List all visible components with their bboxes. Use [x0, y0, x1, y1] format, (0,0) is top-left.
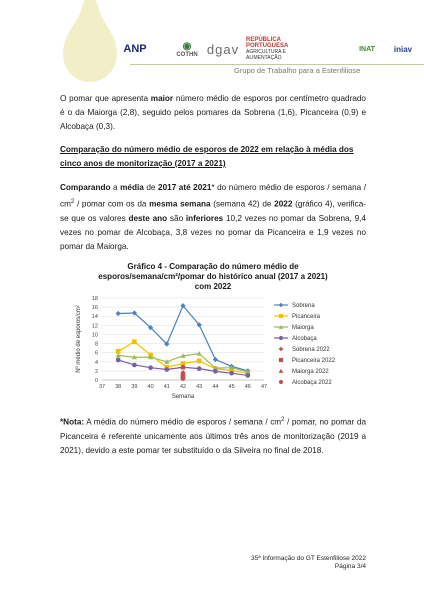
legend-label: Maiorga — [292, 325, 314, 331]
legend-label: Picanceira 2022 — [292, 358, 336, 364]
y-tick-label: 16 — [91, 305, 98, 312]
legend-marker — [279, 369, 284, 373]
legend-label: Picanceira — [292, 314, 321, 320]
x-tick-label: 38 — [115, 384, 122, 390]
y-tick-label: 18 — [91, 296, 98, 302]
section-heading: Comparação do número médio de esporos de 2022 em relação à média dos cinco anos de monitorização (2017 a 2021) — [60, 145, 354, 168]
data-point-picanceira — [132, 339, 137, 344]
x-tick-label: 45 — [228, 384, 235, 390]
x-tick-label: 47 — [260, 384, 268, 390]
data-point-alcobaça — [245, 373, 250, 378]
y-tick-label: 2 — [94, 368, 98, 375]
y-tick-label: 12 — [91, 323, 98, 330]
x-tick-label: 41 — [163, 384, 170, 390]
legend-label: Sobrena — [292, 303, 315, 309]
y-tick-label: 8 — [94, 341, 98, 348]
footer-info: 35ª Informação do GT Estenfiliose 2022 — [250, 555, 366, 562]
data-point-alcobaça — [116, 358, 121, 363]
data-point-alcobaça — [132, 363, 137, 368]
inat-logo: INAT — [359, 45, 375, 53]
paragraph-note: *Nota: A média do número médio de esporos / semana / $cm^2$ / pomar, no pomar da Picanceira é referente unicamente aos últimos três anos de monitorização (2019 a 2021), devido a este pomar ter substituído o da Silveira no final de 2018. — [60, 417, 366, 455]
page-footer — [251, 555, 366, 571]
x-axis-label: Semana — [171, 394, 195, 400]
data-point-alcobaça — [229, 371, 234, 376]
x-tick-label: 39 — [131, 384, 138, 390]
footer-page-number: Página 3/4 — [334, 563, 366, 570]
x-tick-label: 40 — [147, 384, 154, 390]
paragraph-comparison: Comparando a média de 2017 até 2021* do número médio de esporos / semana / $cm^2$ / pomar com os da mesma semana (semana 42) de 2022 (gráfico 4), verifica-se que os valores deste ano são inferiores 10,2 vezes no pomar da Sobrena, 9,4 vezes no pomar de Alcobaça, 3,8 vezes no pomar da Picanceira e 1,9 vezes no pomar da Maiorga. — [60, 183, 367, 251]
legend-label: Maiorga 2022 — [292, 369, 329, 375]
chart-title: Gráfico 4 - Comparação do número médio de esporos/semana/cm²/pomar do histórico anual (2017 a 2021) com 2022 — [98, 262, 328, 291]
republica-portuguesa-logo: REPÚBLICA PORTUGUESA AGRICULTURA E ALIMENTAÇÃO — [246, 37, 289, 61]
x-tick-label: 37 — [98, 384, 106, 390]
data-point-sobrena — [116, 311, 121, 316]
data-point-sobrena — [213, 357, 218, 362]
legend-marker — [279, 303, 284, 308]
chart-area — [56, 292, 372, 404]
group-name: Grupo de Trabalho para a Estenfiliose — [234, 66, 361, 75]
legend-marker — [279, 314, 283, 318]
x-tick-label: 42 — [179, 384, 187, 390]
data-point-alcobaça — [197, 366, 202, 371]
y-tick-label: 4 — [94, 359, 98, 366]
legend-label: Sobrena 2022 — [292, 347, 330, 353]
paragraph-summary: O pomar que apresenta maior número médio de esporos por centímetro quadrado é o da Maiorga (2,8), seguido pelos pomares da Sobrena (1,6), Picanceira (0,9) e Alcobaça (0,3). — [60, 94, 366, 131]
data-point-alcobaça — [164, 367, 169, 372]
legend-label: Alcobaça 2022 — [292, 380, 332, 386]
data-point-alcobaça — [148, 365, 153, 370]
y-tick-label: 0 — [94, 378, 98, 384]
legend-marker — [279, 336, 283, 340]
page-header — [0, 0, 424, 82]
series-line-sobrena — [118, 306, 248, 371]
anp-logo: ANP — [123, 43, 147, 55]
y-axis-label: Nº médio de esporos/cm² — [76, 305, 82, 373]
legend-marker — [279, 380, 283, 384]
header-divider — [130, 64, 424, 65]
legend-label: Alcobaça — [292, 336, 317, 342]
y-tick-label: 14 — [91, 314, 98, 321]
y-tick-label: 10 — [91, 332, 98, 339]
data-point-2022 — [181, 376, 186, 381]
data-point-alcobaça — [213, 369, 218, 374]
y-tick-label: 6 — [94, 350, 98, 357]
legend-marker — [279, 347, 284, 352]
x-tick-label: 43 — [196, 384, 203, 390]
dgav-logo: dgav — [206, 41, 240, 57]
x-tick-label: 44 — [212, 384, 219, 390]
cothn-logo: ◉ COTHN — [176, 40, 198, 58]
data-point-picanceira — [197, 359, 202, 364]
iniav-logo: iniav — [393, 44, 413, 54]
legend-marker — [279, 358, 283, 362]
x-tick-label: 46 — [244, 384, 251, 390]
